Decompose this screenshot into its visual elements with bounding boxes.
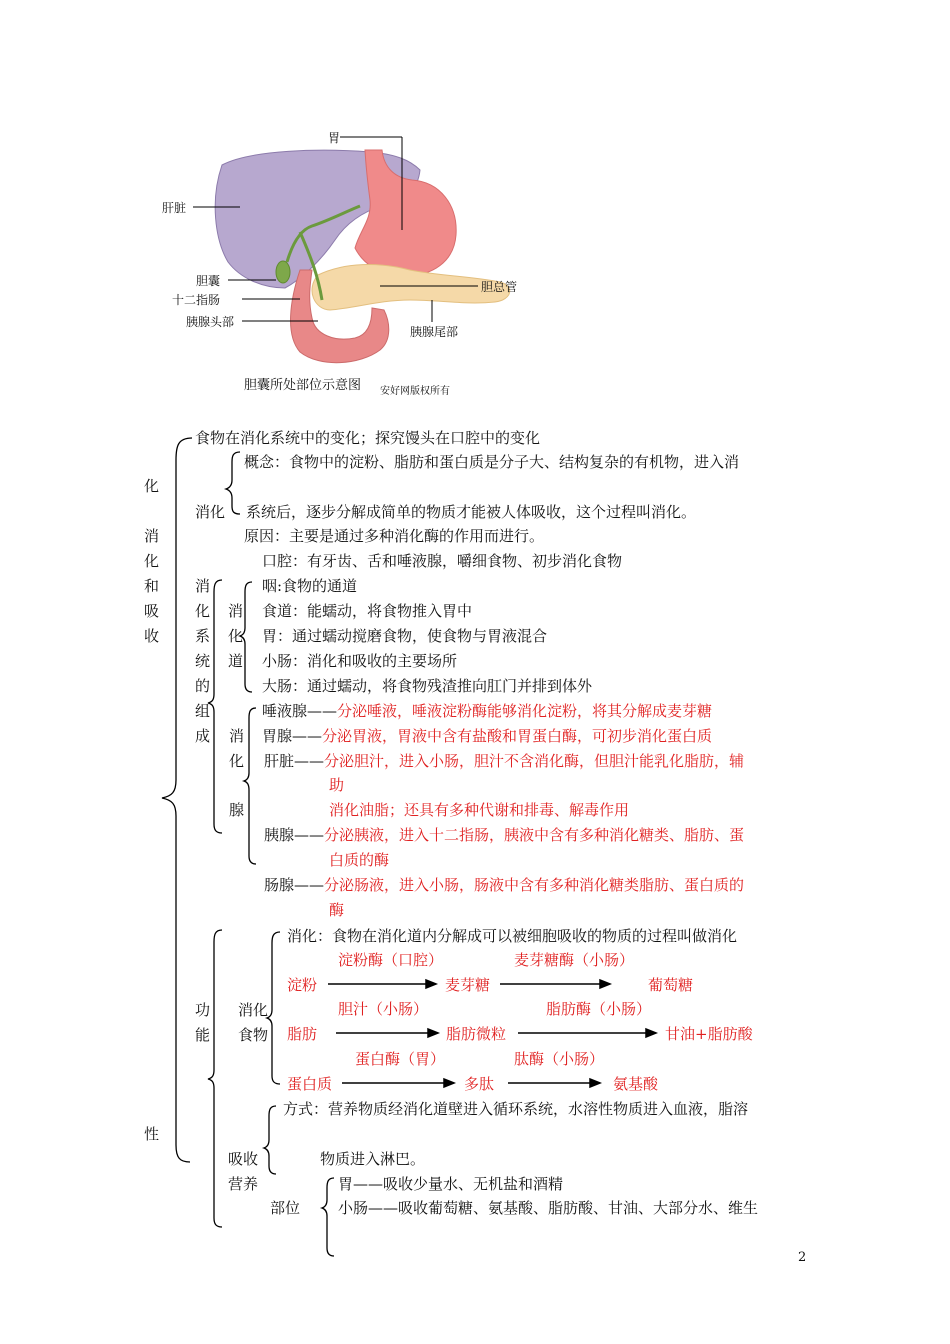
bile-duct-label: 胆总管: [481, 280, 518, 294]
side-label-bottom: 性: [144, 1125, 160, 1143]
figure-copyright: 安好网版权所有: [380, 386, 450, 397]
fat-from: 脂肪: [287, 1025, 318, 1043]
protein-from: 蛋白质: [287, 1075, 333, 1093]
absorb-label: 吸收: [228, 1150, 259, 1168]
starch-to: 葡萄糖: [648, 976, 694, 994]
system-char: 统: [195, 652, 211, 670]
pancreas-tail-label: 胰腺尾部: [410, 325, 459, 339]
liver-gland-line-3: 消化油脂；还具有多种代谢和排毒、解毒作用: [329, 801, 630, 819]
system-char: 化: [195, 602, 211, 620]
digest-food-label: 消化: [238, 1001, 269, 1019]
protein-enzyme-2: 肽酶（小肠）: [514, 1050, 605, 1068]
starch-enzyme-1: 淀粉酶（口腔）: [338, 951, 444, 969]
side-label-char: 收: [144, 627, 160, 645]
protein-enzyme-1: 蛋白酶（胃）: [355, 1050, 446, 1068]
system-char: 的: [195, 677, 211, 695]
tract-char: 消: [228, 602, 244, 620]
glands-char: 消: [229, 727, 245, 745]
pancreas-gland-line-2: 白质的酶: [329, 851, 390, 869]
side-label-top: 化: [144, 477, 160, 495]
function-char: 能: [195, 1026, 211, 1044]
tract-char: 道: [228, 652, 244, 670]
fat-mid: 脂肪微粒: [446, 1025, 507, 1043]
pancreas-gland-line: 胰腺——分泌胰液，进入十二指肠，胰液中含有多种消化糖类、脂肪、蛋: [264, 826, 745, 844]
gallbladder-label: 胆囊: [196, 274, 221, 288]
side-label-char: 化: [144, 552, 160, 570]
system-char: 组: [195, 702, 211, 720]
starch-enzyme-2: 麦芽糖酶（小肠）: [514, 951, 635, 969]
liver-gland-line: 肝脏——分泌胆汁，进入小肠，胆汁不含消化酶，但胆汁能乳化脂肪，辅: [264, 752, 745, 770]
concept-line-2: 系统后，逐步分解成简单的物质才能被人体吸收，这个过程叫消化。: [246, 503, 697, 521]
figure-caption: 胆囊所处部位示意图: [244, 378, 362, 393]
protein-to: 氨基酸: [613, 1075, 659, 1093]
side-label-char: 吸: [144, 602, 160, 620]
fat-enzyme-1: 胆汁（小肠）: [338, 1000, 429, 1018]
site-label: 部位: [270, 1199, 301, 1217]
digest-food-label-2: 食物: [238, 1026, 269, 1044]
fat-enzyme-2: 脂肪酶（小肠）: [546, 1000, 652, 1018]
function-char: 功: [195, 1001, 211, 1019]
system-char: 系: [195, 627, 211, 645]
digestion-definition: 消化：食物在消化道内分解成可以被细胞吸收的物质的过程叫做消化: [287, 927, 738, 945]
absorption-method-2: 物质进入淋巴。: [320, 1150, 426, 1168]
intestinal-gland-line-2: 酶: [329, 901, 345, 919]
liver-gland-line-2: 助: [329, 776, 345, 794]
pancreas-head-label: 胰腺头部: [186, 315, 235, 329]
system-char: 消: [195, 577, 211, 595]
fat-to: 甘油+脂肪酸: [665, 1025, 753, 1043]
starch-from: 淀粉: [287, 976, 318, 994]
stomach-line: 胃：通过蠕动搅磨食物，使食物与胃液混合: [262, 627, 548, 645]
liver-label: 肝脏: [162, 201, 187, 215]
esophagus-line: 食道：能蠕动，将食物推入胃中: [262, 602, 473, 620]
small-intestine-line: 小肠：消化和吸收的主要场所: [262, 652, 458, 670]
page-number: 2: [798, 1250, 807, 1265]
large-intestine-line: 大肠：通过蠕动，将食物残渣推向肛门并排到体外: [262, 677, 593, 695]
tract-char: 化: [228, 627, 244, 645]
gastric-gland-line: 胃腺——分泌胃液，胃液中含有盐酸和胃蛋白酶，可初步消化蛋白质: [262, 727, 713, 745]
mouth-line: 口腔：有牙齿、舌和唾液腺，嚼细食物、初步消化食物: [262, 552, 623, 570]
intestinal-gland-line: 肠腺——分泌肠液，进入小肠，肠液中含有多种消化糖类脂肪、蛋白质的: [264, 876, 745, 894]
absorption-method-1: 方式：营养物质经消化道壁进入循环系统，水溶性物质进入血液，脂溶: [283, 1100, 749, 1118]
site-stomach: 胃——吸收少量水、无机盐和酒精: [338, 1175, 564, 1193]
salivary-gland-line: 唾液腺——分泌唾液，唾液淀粉酶能够消化淀粉，将其分解成麦芽糖: [262, 702, 713, 720]
reason-line: 原因：主要是通过多种消化酶的作用而进行。: [244, 527, 545, 545]
stomach-label: 胃: [328, 131, 341, 145]
protein-mid: 多肽: [464, 1075, 495, 1093]
absorb-label-2: 营养: [228, 1175, 259, 1193]
concept-line-1: 概念：食物中的淀粉、脂肪和蛋白质是分子大、结构复杂的有机物，进入消: [244, 453, 740, 471]
starch-mid: 麦芽糖: [445, 976, 491, 994]
glands-char: 化: [229, 752, 245, 770]
top-line: 食物在消化系统中的变化；探究馒头在口腔中的变化: [195, 429, 541, 447]
system-char: 成: [195, 727, 211, 745]
pharynx-line: 咽:食物的通道: [262, 577, 358, 595]
site-small-intestine: 小肠——吸收葡萄糖、氨基酸、脂肪酸、甘油、大部分水、维生: [338, 1199, 759, 1217]
duodenum-label: 十二指肠: [172, 293, 221, 307]
side-label-char: 消: [144, 527, 160, 545]
glands-char: 腺: [229, 801, 245, 819]
side-label-char: 和: [144, 577, 160, 595]
digestion-label: 消化: [195, 503, 226, 521]
